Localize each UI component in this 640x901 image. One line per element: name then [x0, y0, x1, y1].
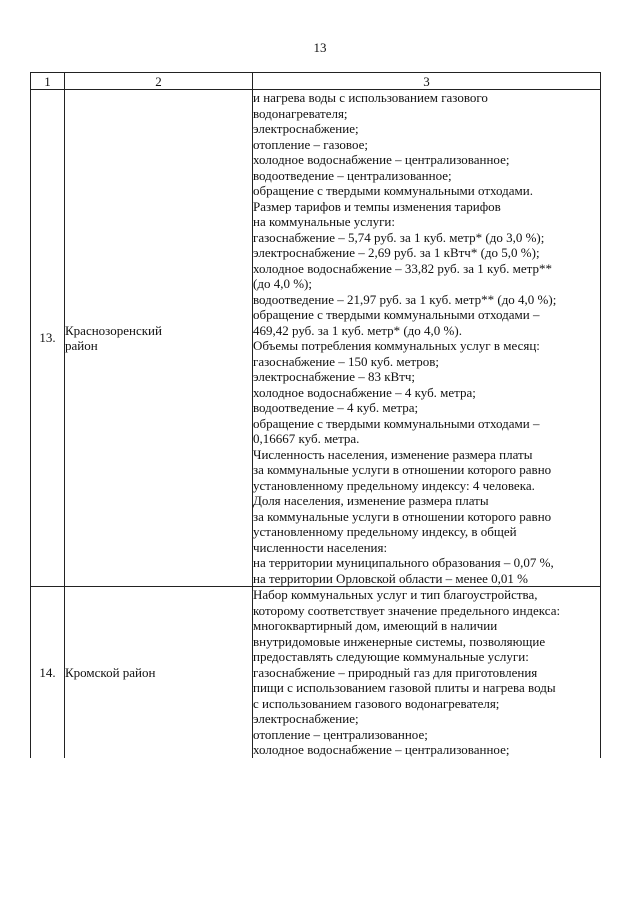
column-header-2: 2: [65, 73, 253, 90]
text-line: газоснабжение – природный газ для приготовления: [253, 664, 538, 680]
table-header-row: [31, 73, 601, 90]
text-line: водоотведение – централизованное;: [253, 167, 452, 183]
row-number: 14.: [31, 587, 65, 758]
text-line: газоснабжение – 5,74 руб. за 1 куб. метр* (до 3,0 %);: [253, 229, 545, 245]
text-line: отопление – газовое;: [253, 136, 368, 152]
text-line: Объемы потребления коммунальных услуг в месяц:: [253, 338, 540, 353]
text-line: холодное водоснабжение – централизованное;: [253, 742, 510, 757]
table-row: [31, 587, 601, 758]
text-line: внутридомовые инженерные системы, позволяющие: [253, 633, 546, 649]
text-line: обращение с твердыми коммунальными отходами –: [253, 415, 540, 431]
text-line: Численность населения, изменение размера платы: [253, 446, 533, 462]
text-line: холодное водоснабжение – 33,82 руб. за 1 куб. метр**: [253, 260, 552, 276]
text-line: на коммунальные услуги:: [253, 214, 395, 229]
text-line: с использованием газового водонагревателя;: [253, 695, 500, 711]
text-line: Доля населения, изменение размера платы: [253, 493, 489, 508]
district-line: Кромской район: [65, 664, 156, 680]
table-row: [31, 90, 601, 587]
text-line: и нагрева воды с использованием газового: [253, 90, 488, 105]
text-line: на территории Орловской области – менее 0,01 %: [253, 570, 528, 586]
text-line: обращение с твердыми коммунальными отходами –: [253, 307, 540, 322]
text-line: электроснабжение – 83 кВтч;: [253, 369, 416, 384]
text-line: многоквартирный дом, имеющий в наличии: [253, 618, 498, 633]
text-line: на территории муниципального образования – 0,07 %,: [253, 555, 554, 570]
text-line: установленному предельному индексу, в общей: [253, 524, 517, 539]
text-line: обращение с твердыми коммунальными отходами.: [253, 183, 533, 198]
column-header-3: 3: [253, 73, 601, 90]
district-name: [65, 587, 253, 758]
text-line: Размер тарифов и темпы изменения тарифов: [253, 198, 501, 214]
row-number: 13.: [31, 90, 65, 587]
text-line: холодное водоснабжение – 4 куб. метра;: [253, 384, 476, 400]
text-line: численности населения:: [253, 539, 388, 555]
district-name: [65, 90, 253, 587]
text-line: установленному предельному индексу: 4 человека.: [253, 477, 535, 493]
text-line: пищи с использованием газовой плиты и нагрева воды: [253, 680, 556, 695]
text-line: водоотведение – 4 куб. метра;: [253, 400, 419, 415]
text-line: электроснабжение – 2,69 руб. за 1 кВтч* (до 5,0 %);: [253, 245, 540, 260]
text-line: которому соответствует значение предельного индекса:: [253, 602, 561, 618]
text-line: холодное водоснабжение – централизованное;: [253, 152, 510, 167]
text-line: за коммунальные услуги в отношении которого равно: [253, 508, 552, 524]
text-line: за коммунальные услуги в отношении которого равно: [253, 462, 552, 477]
text-line: водоотведение – 21,97 руб. за 1 куб. метр** (до 4,0 %);: [253, 291, 557, 307]
district-line: Краснозоренский: [65, 322, 162, 338]
text-line: 469,42 руб. за 1 куб. метр* (до 4,0 %).: [253, 322, 462, 338]
text-line: водонагревателя;: [253, 105, 348, 121]
text-line: предоставлять следующие коммунальные услуги:: [253, 649, 529, 664]
text-line: Набор коммунальных услуг и тип благоустройства,: [253, 587, 538, 602]
column-header-1: 1: [31, 73, 65, 90]
text-line: (до 4,0 %);: [253, 276, 312, 291]
text-line: электроснабжение;: [253, 121, 359, 136]
document-table: [30, 72, 601, 758]
row-description: [253, 587, 601, 758]
text-line: газоснабжение – 150 куб. метров;: [253, 353, 439, 369]
district-line: район: [65, 338, 98, 353]
text-line: электроснабжение;: [253, 711, 359, 726]
text-line: 0,16667 куб. метра.: [253, 431, 360, 446]
row-description: [253, 90, 601, 587]
text-line: отопление – централизованное;: [253, 726, 428, 742]
page-number: 13: [313, 40, 327, 55]
